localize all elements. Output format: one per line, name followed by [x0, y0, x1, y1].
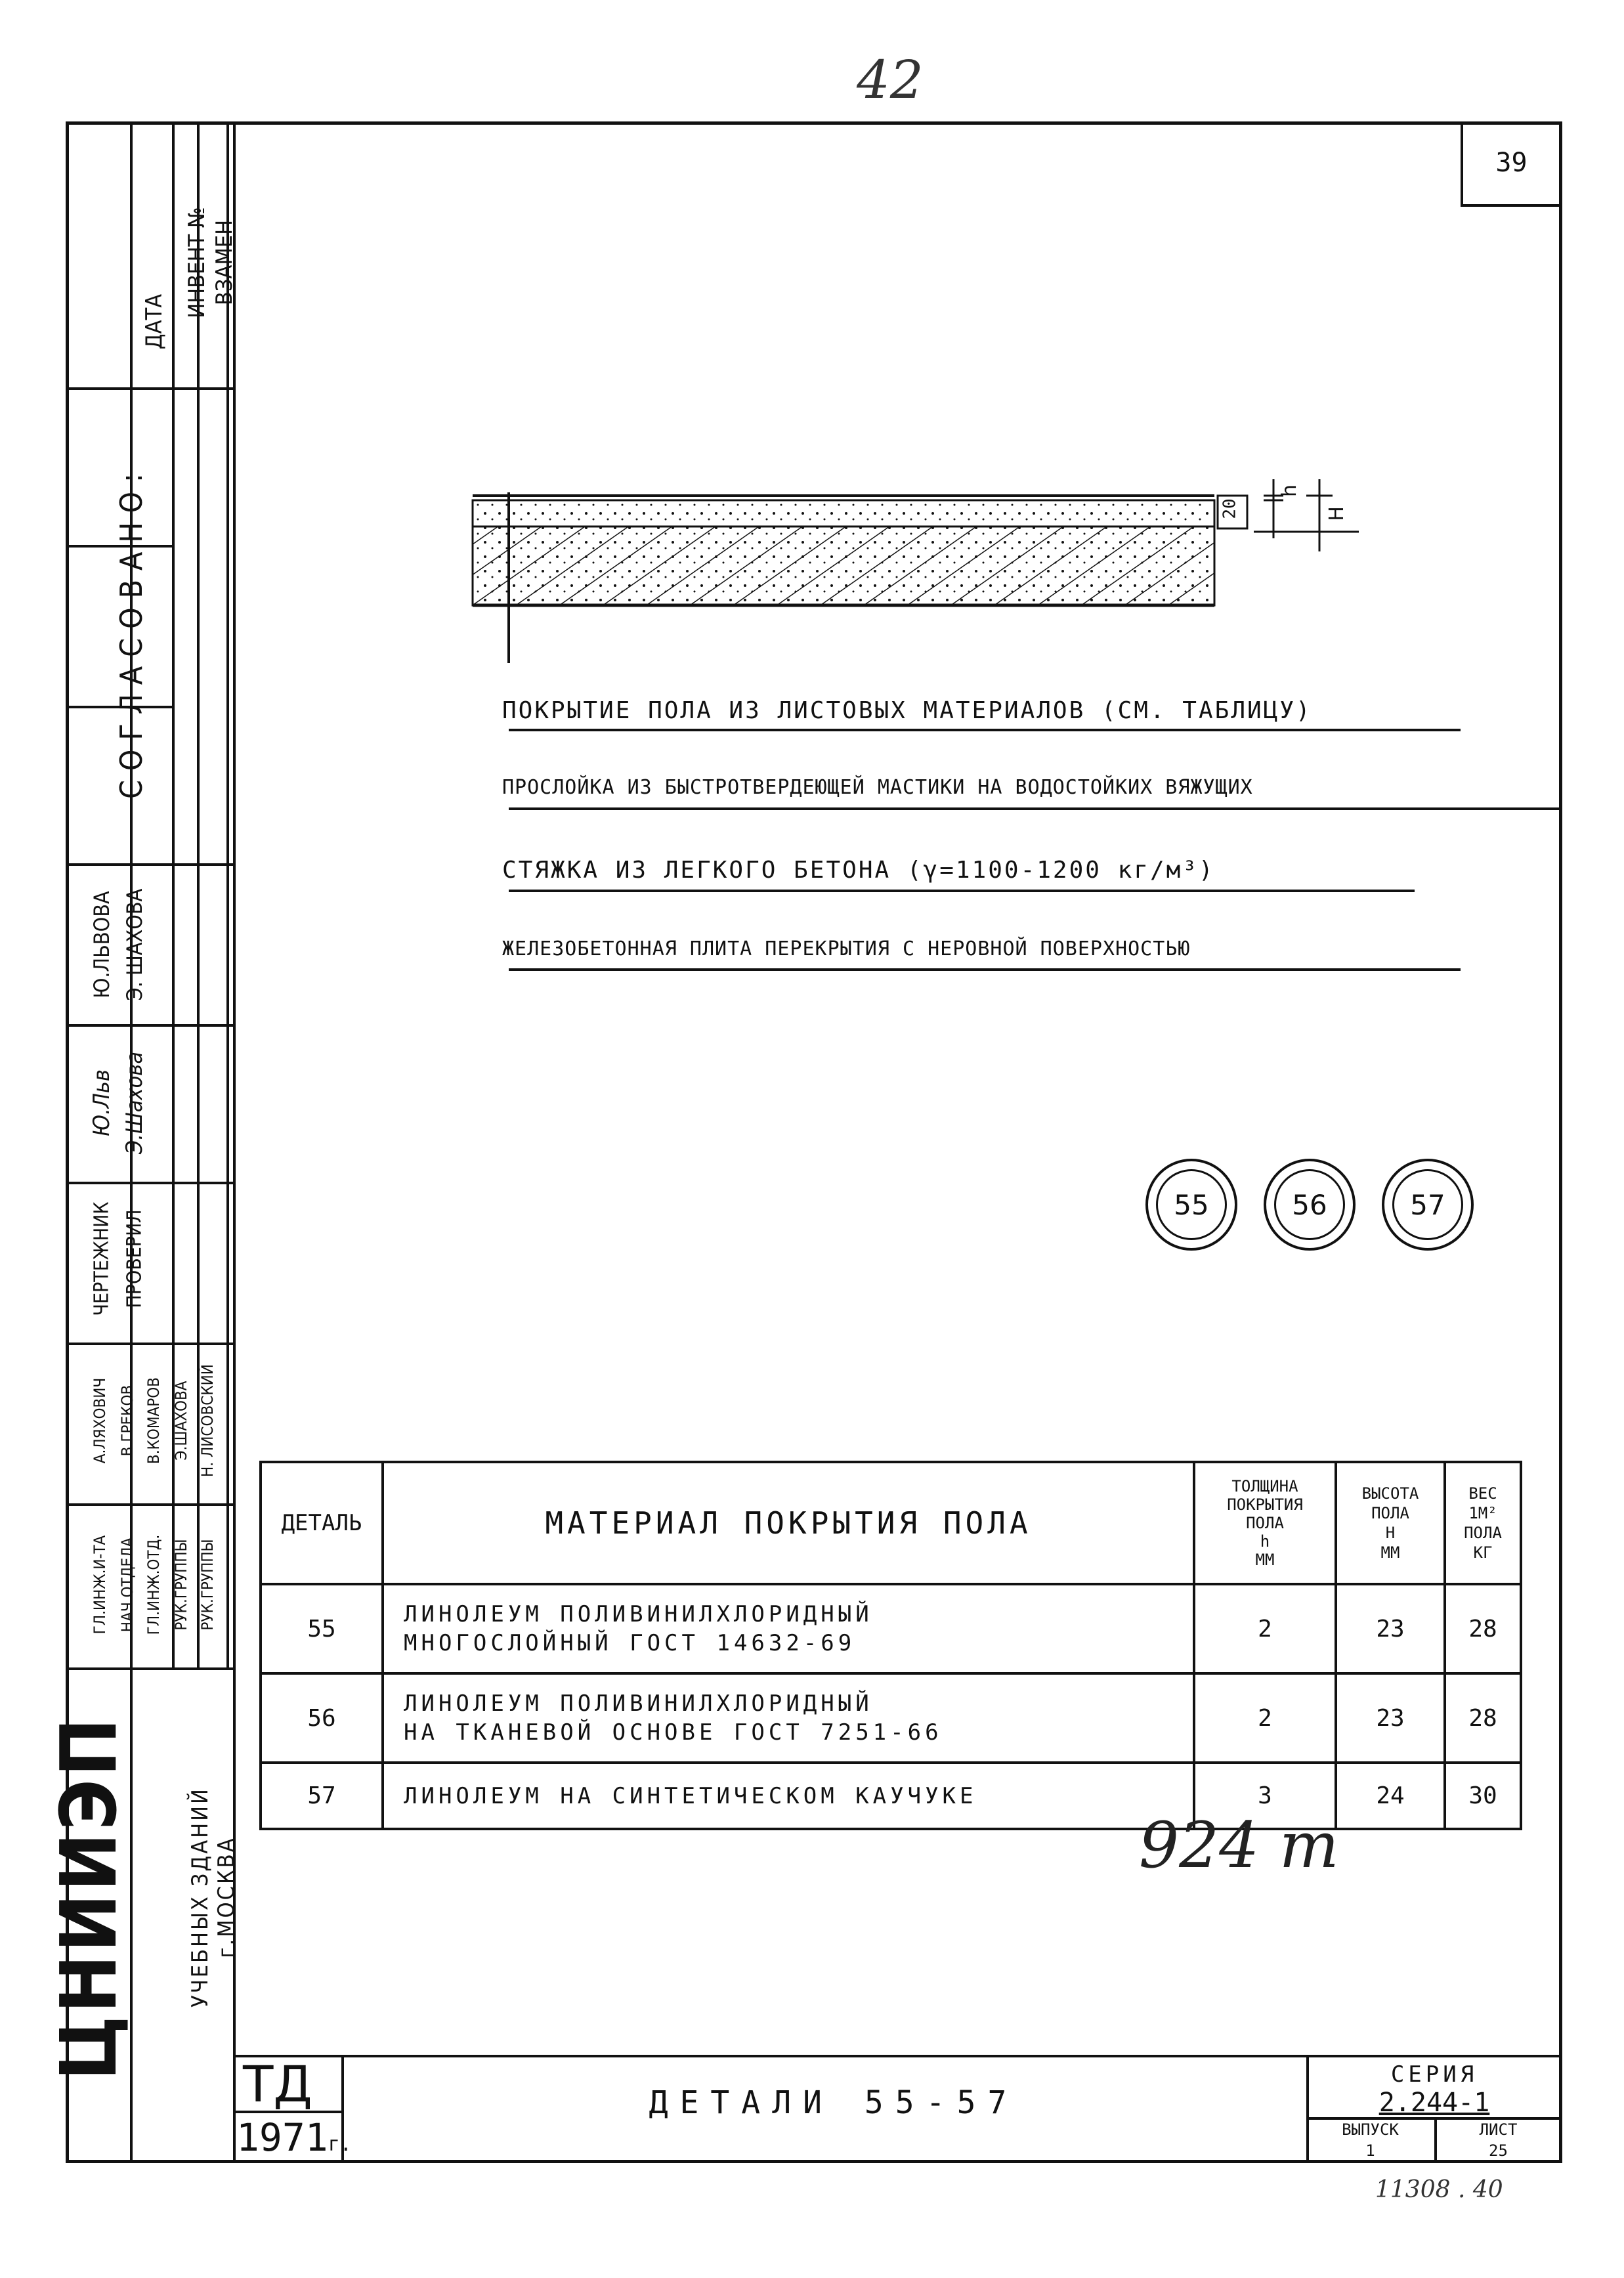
layer-label-4: ЖЕЛЕЗОБЕТОННАЯ ПЛИТА ПЕРЕКРЫТИЯ С НЕРОВНОЙ ПОВЕРХНОСТЬЮ	[502, 937, 1191, 960]
detail-marker-55: 55	[1145, 1159, 1237, 1251]
year: 1971г.	[236, 2115, 352, 2160]
role-draftsman: ЧЕРТЕЖНИК	[90, 1201, 114, 1316]
layer-label-1: ПОКРЫТИЕ ПОЛА ИЗ ЛИСТОВЫХ МАТЕРИАЛОВ (СМ. ТАБЛИЦУ)	[502, 697, 1312, 724]
agreed-label: СОГЛАСОВАНО:	[114, 464, 149, 799]
staff-name-5: Н. ЛИСОВСКИЙ	[198, 1364, 217, 1477]
org-sub: УЧЕБНЫХ ЗДАНИЙ	[187, 1787, 213, 2008]
layer-label-3: СТЯЖКА ИЗ ЛЕГКОГО БЕТОНА (γ=1100-1200 кг/м³)	[502, 857, 1215, 884]
sheet-label: ЛИСТ	[1479, 2120, 1518, 2139]
staff-role-3: ГЛ.ИНЖ.ОТД.	[144, 1534, 163, 1635]
signature-1: Ю.Льв	[89, 1069, 115, 1136]
staff-name-1: А.ЛЯХОВИЧ	[91, 1377, 109, 1464]
material-table	[259, 1461, 1522, 1830]
detail-marker-57: 57	[1382, 1159, 1474, 1251]
floor-section-drawing	[453, 466, 1385, 663]
dim-h-small: h	[1278, 484, 1302, 498]
staff-name-4: Э.ШАХОВА	[172, 1381, 190, 1461]
left-panel-col-4	[226, 121, 229, 1667]
detail-marker-56: 56	[1264, 1159, 1356, 1251]
staff-name-3: В.КОМАРОВ	[144, 1377, 163, 1465]
lp-div-10	[172, 387, 233, 390]
header-weight: ВЕС 1М² ПОЛА КГ	[1445, 1462, 1521, 1584]
handwritten-note: 924 т	[1139, 1809, 1339, 1882]
org-city: г.МОСКВА	[213, 1836, 240, 1958]
staff-role-1: ГЛ.ИНЖ.И-ТА	[91, 1535, 109, 1635]
series-number: 2.244-1	[1378, 2088, 1490, 2118]
sheet-number: 39	[1495, 148, 1528, 178]
sheet-value: 25	[1489, 2141, 1508, 2160]
name-shakhova: Э. ШАХОВА	[122, 888, 147, 1001]
signature-2: Э.Шахова	[121, 1051, 148, 1155]
table-row: 56 ЛИНОЛЕУМ ПОЛИВИНИЛХЛОРИДНЫЙ НА ТКАНЕВОЙ ОСНОВЕ ГОСТ 7251-66 2 23 28	[261, 1673, 1521, 1763]
series-label: СЕРИЯ	[1390, 2061, 1478, 2088]
title-block-div-3	[1434, 2117, 1437, 2163]
date-label: ДАТА	[141, 293, 167, 350]
table-header-row	[261, 1462, 1521, 1584]
lp-div-9	[66, 1667, 233, 1670]
org-main: ЦНИИЭП	[43, 1715, 134, 2080]
role-checked: ПРОВЕРИЛ	[123, 1209, 146, 1308]
name-lvova: Ю.ЛЬВОВА	[89, 891, 114, 999]
staff-name-2: В.ГРЕКОВ	[118, 1385, 137, 1457]
leader-4	[509, 968, 1461, 971]
leader-2	[509, 807, 1559, 810]
header-material: МАТЕРИАЛ ПОКРЫТИЯ ПОЛА	[383, 1462, 1194, 1584]
header-detail: ДЕТАЛЬ	[261, 1462, 383, 1584]
layer-label-2: ПРОСЛОЙКА ИЗ БЫСТРОТВЕРДЕЮЩЕЙ МАСТИКИ НА ВОДОСТОЙКИХ ВЯЖУЩИХ	[502, 776, 1253, 799]
staff-role-2: НАЧ.ОТДЕЛА	[118, 1537, 137, 1633]
footer-code: 11308 . 40	[1375, 2176, 1503, 2203]
header-height: ВЫСОТА ПОЛА H ММ	[1336, 1462, 1445, 1584]
td-mark: ТД	[243, 2055, 312, 2113]
leader-1	[509, 729, 1461, 731]
table-row: 57 ЛИНОЛЕУМ НА СИНТЕТИЧЕСКОМ КАУЧУКЕ 3 24 30	[261, 1763, 1521, 1829]
table-row: 55 ЛИНОЛЕУМ ПОЛИВИНИЛХЛОРИДНЫЙ МНОГОСЛОЙНЫЙ ГОСТ 14632-69 2 23 28	[261, 1584, 1521, 1673]
leader-3	[509, 890, 1415, 892]
issue-label: ВЫПУСК	[1342, 2120, 1399, 2139]
staff-role-4: РУК.ГРУППЫ	[172, 1539, 190, 1631]
header-thickness: ТОЛЩИНА ПОКРЫТИЯ ПОЛА h ММ	[1194, 1462, 1336, 1584]
dim-H: H	[1325, 506, 1348, 521]
staff-role-5: РУК.ГРУППЫ	[198, 1539, 217, 1631]
inv-no-label: ИНВЕНТ №	[184, 207, 210, 318]
dim-20: 20	[1220, 498, 1240, 519]
page-number: 42	[857, 49, 924, 110]
issue-number: 1	[1365, 2141, 1375, 2160]
replace-label: ВЗАМЕН	[211, 219, 238, 306]
drawing-title: ДЕТАЛИ 55-57	[649, 2084, 1019, 2121]
title-block-top	[233, 2055, 1562, 2057]
